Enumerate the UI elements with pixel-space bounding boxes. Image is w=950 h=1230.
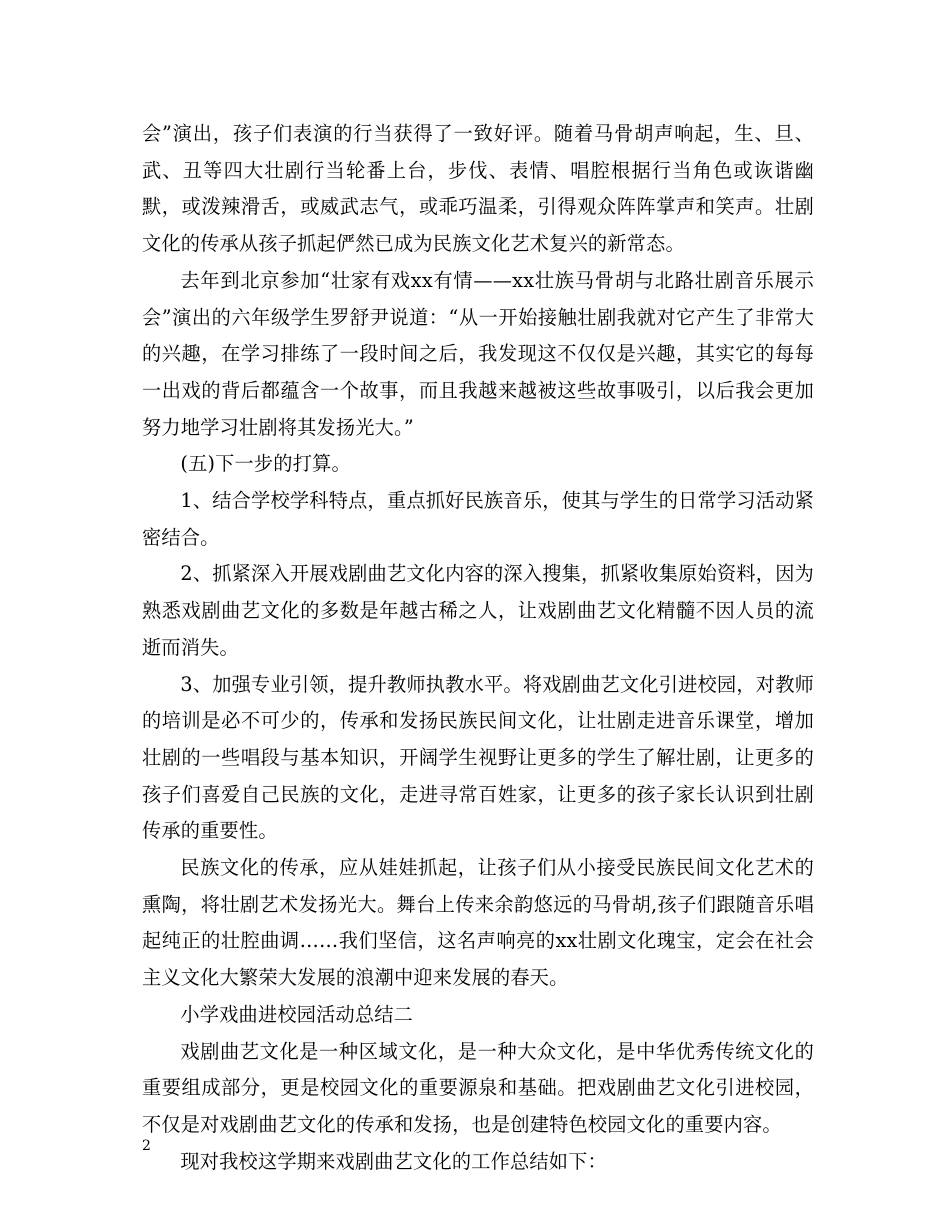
paragraph-8-heading: 小学戏曲进校园活动总结二	[180, 1002, 414, 1026]
paragraph-4: 1、结合学校学科特点，重点抓好民族音乐，使其与学生的日常学习活动紧密结合。	[142, 489, 814, 549]
paragraph-1: 会”演出，孩子们表演的行当获得了一致好评。随着马骨胡声响起，生、旦、武、丑等四大壮剧行当轮番上台，步伐、表情、唱腔根据行当角色或诙谐幽默，或泼辣滑舌，或威武志气，或乖巧温柔，引得观众阵阵掌声和笑声。壮剧文化的传承从孩子抓起俨然已成为民族文化艺术复兴的新常态。	[142, 122, 814, 256]
paragraph-9: 戏剧曲艺文化是一种区域文化，是一种大众文化，是中华优秀传统文化的重要组成部分，更是校园文化的重要源泉和基础。把戏剧曲艺文化引进校园，不仅是对戏剧曲艺文化的传承和发扬，也是创建特色校园文化的重要内容。	[142, 1039, 814, 1136]
paragraph-10: 现对我校这学期来戏剧曲艺文化的工作总结如下：	[180, 1149, 607, 1173]
paragraph-7: 民族文化的传承，应从娃娃抓起，让孩子们从小接受民族民间文化艺术的熏陶，将壮剧艺术发扬光大。舞台上传来余韵悠远的马骨胡,孩子们跟随音乐唱起纯正的壮腔曲调……我们坚信，这名声响亮的xx壮剧文化瑰宝，定会在社会主义文化大繁荣大发展的浪潮中迎来发展的春天。	[142, 856, 814, 990]
paragraph-2: 去年到北京参加“壮家有戏xx有情——xx壮族马骨胡与北路壮剧音乐展示会”演出的六年级学生罗舒尹说道：“从一开始接触壮剧我就对它产生了非常大的兴趣，在学习排练了一段时间之后，我发现这不仅仅是兴趣，其实它的每每一出戏的背后都蕴含一个故事，而且我越来越被这些故事吸引，以后我会更加努力地学习壮剧将其发扬光大。”	[142, 268, 814, 439]
page-number: 2	[142, 1138, 151, 1154]
paragraph-6: 3、加强专业引领，提升教师执教水平。将戏剧曲艺文化引进校园，对教师的培训是必不可少的，传承和发扬民族民间文化，让壮剧走进音乐课堂，增加壮剧的一些唱段与基本知识，开阔学生视野让更多的学生了解壮剧，让更多的孩子们喜爱自己民族的文化，走进寻常百姓家，让更多的孩子家长认识到壮剧传承的重要性。	[142, 672, 814, 843]
paragraph-5: 2、抓紧深入开展戏剧曲艺文化内容的深入搜集，抓紧收集原始资料，因为熟悉戏剧曲艺文化的多数是年越古稀之人，让戏剧曲艺文化精髓不因人员的流逝而消失。	[142, 562, 814, 659]
document-body	[142, 116, 814, 1180]
paragraph-3-heading: (五)下一步的打算。	[180, 452, 351, 476]
